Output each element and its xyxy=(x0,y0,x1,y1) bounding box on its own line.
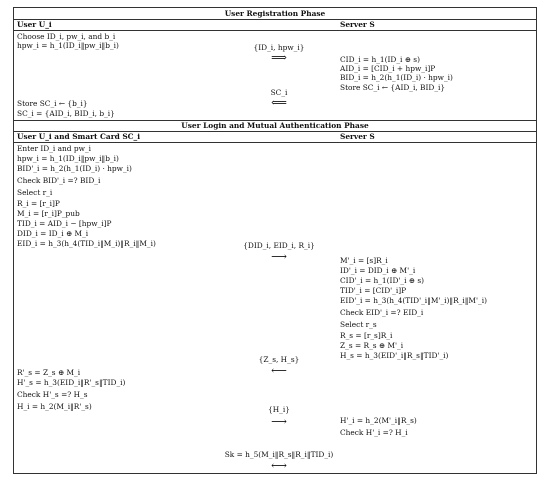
p2-server2-line-1: H'_i = h_2(M'_i‖R_s) xyxy=(340,416,417,425)
p2-server-line-3: CID'_i = h_1(ID'_i ⊕ s) xyxy=(340,276,425,285)
p1-server-line-2: AID_i = [CID_i + hpw_i]P xyxy=(340,64,436,73)
p2-user2-line-2: H'_s = h_3(EID_i‖R'_s‖TID_i) xyxy=(17,378,126,387)
p2-message-1: {DID_i, EID_i, R_i} xyxy=(243,241,315,250)
divider xyxy=(14,142,536,143)
phase2-title: User Login and Mutual Authentication Phase xyxy=(181,121,369,130)
p2-user2-line-1: R'_s = Z_s ⊕ M_i xyxy=(17,368,81,377)
p1-user-line-2: hpw_i = h_1(ID_i‖pw_i‖b_i) xyxy=(17,41,119,50)
bidirectional-arrow-icon: ⟷ xyxy=(271,459,287,472)
p2-user-line-6: R_i = [r_i]P xyxy=(17,199,60,208)
left-arrow-icon: ⟵ xyxy=(271,364,287,377)
p2-server2-line-2: Check H'_i =? H_i xyxy=(340,428,408,437)
left-arrow-icon: ⟸ xyxy=(271,96,287,109)
p2-server-line-6: Check EID'_i =? EID_i xyxy=(340,308,424,317)
p1-message-1: {ID_i, hpw_i} xyxy=(253,43,305,52)
p2-user-line-10: EID_i = h_3(h_4(TID_i‖M_i)‖R_i‖M_i) xyxy=(17,239,156,248)
p2-user-line-4: Check BID'_i =? BID_i xyxy=(17,176,101,185)
p1-user-line-1: Choose ID_i, pw_i, and b_i xyxy=(17,32,116,41)
p2-server-line-10: H_s = h_3(EID'_i‖R_s‖TID'_i) xyxy=(340,351,449,360)
phase1-server-header: Server S xyxy=(340,20,375,29)
p2-user-line-3: BID'_i = h_2(h_1(ID_i) · hpw_i) xyxy=(17,164,132,173)
session-key: Sk = h_5(M_i‖R_s‖R_i‖TID_i) xyxy=(224,450,334,459)
p2-user-line-1: Enter ID_i and pw_i xyxy=(17,144,91,153)
p2-server-line-9: Z_s = R_s ⊕ M'_i xyxy=(340,341,404,350)
p2-message-3: {H_i} xyxy=(268,405,290,414)
protocol-table xyxy=(13,7,537,474)
p1-message-2: SC_i xyxy=(270,88,288,97)
p2-user-line-9: DID_i = ID_i ⊕ M_i xyxy=(17,229,89,238)
p2-user-line-8: TID_i = AID_i − [hpw_i]P xyxy=(17,219,112,228)
right-arrow-icon: ⟶ xyxy=(271,250,287,263)
p2-server-line-5: EID'_i = h_3(h_4(TID'_i‖M'_i)‖R_i‖M'_i) xyxy=(340,296,487,305)
p2-server-line-1: M'_i = [s]R_i xyxy=(340,256,388,265)
phase1-title: User Registration Phase xyxy=(224,9,326,18)
divider xyxy=(14,30,536,31)
p1-server-line-4: Store SC_i ← {AID_i, BID_i} xyxy=(340,83,446,92)
p2-user2-line-4: H_i = h_2(M_i‖R'_s) xyxy=(17,402,92,411)
p2-user-line-2: hpw_i = h_1(ID_i‖pw_i‖b_i) xyxy=(17,154,119,163)
p2-user2-line-3: Check H'_s =? H_s xyxy=(17,390,88,399)
phase2-user-header: User U_i and Smart Card SC_i xyxy=(17,132,141,141)
p1-server-line-1: CID_i = h_1(ID_i ⊕ s) xyxy=(340,55,420,64)
p2-user-line-5: Select r_i xyxy=(17,188,53,197)
p1-user-store-2: SC_i = {AID_i, BID_i, b_i} xyxy=(17,109,115,118)
p2-message-2: {Z_s, H_s} xyxy=(258,355,300,364)
p2-server-line-2: ID'_i = DID_i ⊕ M'_i xyxy=(340,266,416,275)
p2-server-line-7: Select r_s xyxy=(340,320,377,329)
p1-user-store-1: Store SC_i ← {b_i} xyxy=(17,99,88,108)
phase2-server-header: Server S xyxy=(340,132,375,141)
p2-user-line-7: M_i = [r_i]P_pub xyxy=(17,209,80,218)
phase1-user-header: User U_i xyxy=(17,20,52,29)
divider xyxy=(14,19,536,20)
p1-server-line-3: BID_i = h_2(h_1(ID_i) · hpw_i) xyxy=(340,73,453,82)
p2-server-line-4: TID'_i = [CID'_i]P xyxy=(340,286,407,295)
p2-server-line-8: R_s = [r_s]R_i xyxy=(340,331,393,340)
right-arrow-icon: ⟹ xyxy=(271,51,287,64)
right-arrow-icon: ⟶ xyxy=(271,415,287,428)
